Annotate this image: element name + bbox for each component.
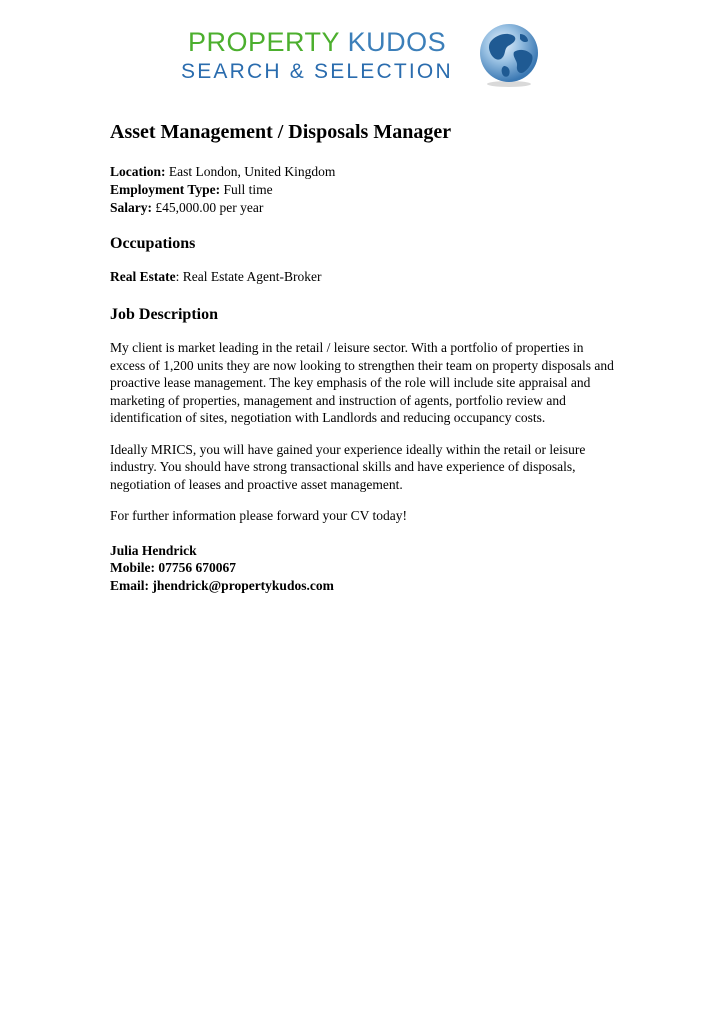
logo-word-kudos: KUDOS — [347, 27, 447, 57]
job-meta — [110, 163, 620, 217]
logo-wordmark — [188, 27, 446, 57]
contact-block — [110, 542, 620, 595]
location-row — [110, 163, 620, 181]
employment-row — [110, 181, 620, 199]
employment-value: Full time — [223, 182, 273, 197]
salary-value: £45,000.00 per year — [155, 200, 264, 215]
employment-label: Employment Type: — [110, 182, 221, 197]
location-label: Location: — [110, 164, 166, 179]
salary-label: Salary: — [110, 200, 152, 215]
job-description-heading: Job Description — [110, 306, 218, 323]
description-paragraph: For further information please forward your CV today! — [110, 508, 408, 523]
occupation-category: Real Estate — [110, 269, 176, 284]
logo-word-property: PROPERTY — [188, 27, 340, 57]
salary-row — [110, 199, 620, 217]
occupation-value: : Real Estate Agent-Broker — [175, 269, 322, 284]
occupations-heading: Occupations — [110, 235, 196, 252]
contact-name: Julia Hendrick — [110, 542, 197, 558]
job-title: Asset Management / Disposals Manager — [110, 121, 452, 143]
contact-email: Email: jhendrick@propertykudos.com — [110, 577, 334, 593]
globe-icon — [478, 22, 540, 88]
description-paragraph: Ideally MRICS, you will have gained your experience ideally within the retail or leisure industry. You should have strong transactional skills and have experience of disposals, negotiation of leases and proactive asset management. — [110, 441, 586, 492]
company-logo — [178, 22, 548, 88]
location-value: East London, United Kingdom — [168, 164, 336, 179]
job-posting — [110, 120, 620, 594]
contact-mobile: Mobile: 07756 670067 — [110, 560, 236, 575]
logo-tagline: SEARCH & SELECTION — [181, 60, 453, 83]
occupation-entry — [110, 268, 620, 286]
description-paragraph: My client is market leading in the retail / leisure sector. With a portfolio of properties in excess of 1,200 units they are now looking to strengthen their team on property disposals and proactive lease management. The key emphasis of the role will include site appraisal and marketing of properties, management and instruction of agents, portfolio review and identification of sites, negotiation with Landlords and reducing occupancy costs. — [110, 340, 614, 425]
